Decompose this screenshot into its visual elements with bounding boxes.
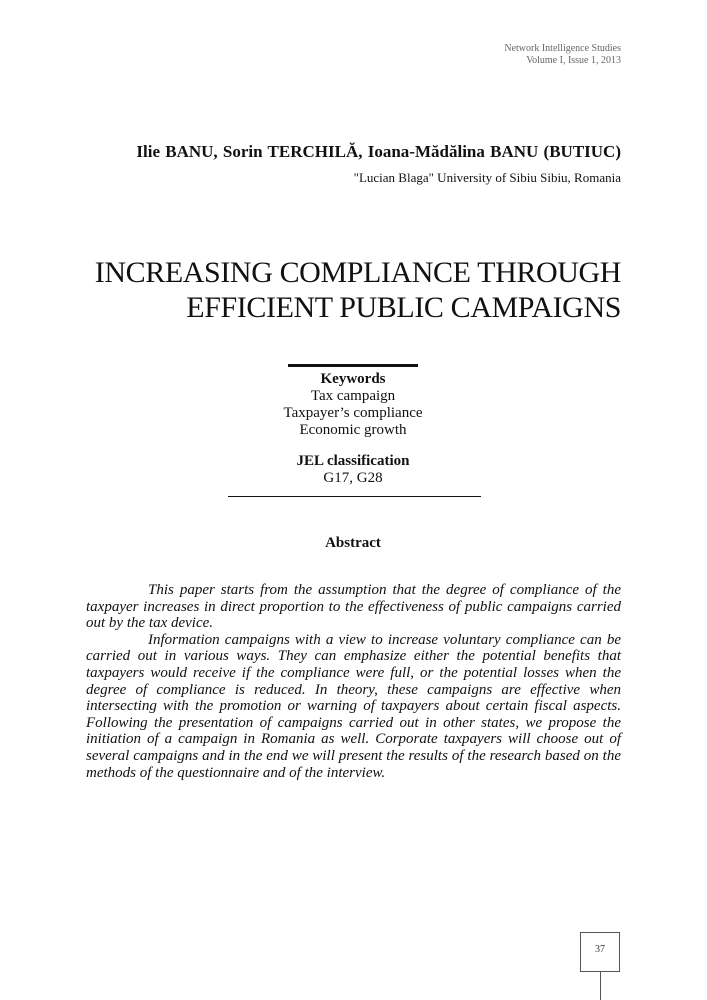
abstract-body	[86, 582, 621, 781]
keywords-block	[203, 371, 503, 439]
page-number-rule	[600, 972, 601, 1000]
journal-header	[504, 43, 621, 67]
jel-heading: JEL classification	[296, 453, 410, 469]
keyword-item: Tax campaign	[310, 388, 396, 404]
keywords-heading: Keywords	[320, 371, 386, 387]
abstract-paragraph: Information campaigns with a view to increase voluntary compliance can be carried out in various ways. They can emphasize either the potential benefits that taxpayers would receive if the compliance were full, or the potential losses when the degree of compliance is reduced. In theory, these campaigns are effective when intersecting with the promotion or warning of taxpayers about certain fiscal aspects. Following the presentation of campaigns carried out in other states, we propose the initiation of a campaign in Romania as well. Corporate taxpayers will choose out of several campaigns and in the end we will present the results of the research based on the methods of the questionnaire and of the interview.	[86, 631, 621, 781]
affiliation: "Lucian Blaga" University of Sibiu Sibiu, Romania	[353, 170, 621, 185]
author-list: Ilie BANU, Sorin TERCHILĂ, Ioana-Mădălina BANU (BUTIUC)	[136, 142, 621, 161]
journal-issue: Volume I, Issue 1, 2013	[526, 55, 621, 66]
jel-codes: G17, G28	[323, 470, 383, 486]
keyword-item: Taxpayer’s compliance	[283, 405, 423, 421]
journal-name: Network Intelligence Studies	[504, 43, 621, 54]
jel-block	[203, 453, 503, 487]
keywords-top-rule	[288, 364, 418, 367]
abstract-paragraph: This paper starts from the assumption that the degree of compliance of the taxpayer increases in direct proportion to the effectiveness of public campaigns carried out by the tax device.	[86, 582, 621, 632]
abstract-heading: Abstract	[325, 535, 381, 551]
page-number: 37	[580, 932, 620, 972]
keywords-bottom-rule	[228, 496, 481, 497]
title-line-2: EFFICIENT PUBLIC CAMPAIGNS	[186, 291, 621, 324]
title-line-1: INCREASING COMPLIANCE THROUGH	[94, 256, 621, 289]
paper-title	[95, 255, 621, 325]
keyword-item: Economic growth	[299, 422, 407, 438]
